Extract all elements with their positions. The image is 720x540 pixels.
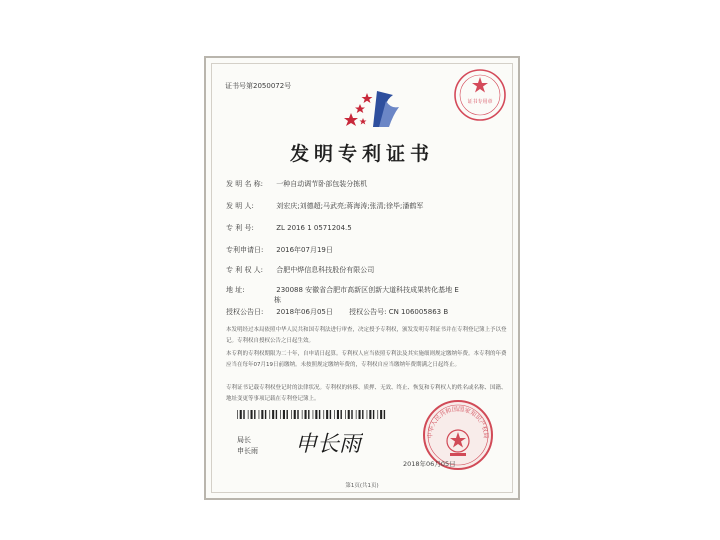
barcode-bar (261, 410, 263, 419)
barcode-bar (272, 410, 274, 419)
field-label: 发 明 名 称: (226, 180, 264, 188)
barcode-bar (283, 410, 285, 419)
barcode-bar (237, 410, 238, 419)
field-label: 专 利 号: (226, 224, 254, 232)
barcode-bar (334, 410, 335, 419)
barcode-bar (305, 410, 307, 419)
barcode-bar (315, 410, 317, 419)
barcode-bar (369, 410, 371, 419)
special-stamp-icon (452, 67, 508, 123)
cnipa-logo-icon (343, 87, 403, 131)
barcode-bar (362, 410, 363, 419)
barcode-bar (254, 410, 255, 419)
field-address (226, 285, 459, 295)
barcode-bar (297, 410, 298, 419)
barcode-bar (248, 410, 249, 419)
barcode-bar (294, 410, 296, 419)
field-value: 合肥中烨信息科技股份有限公司 (276, 266, 375, 274)
barcode-bar (308, 410, 309, 419)
barcode-icon (237, 410, 387, 419)
director-label (237, 435, 258, 457)
barcode-bar (280, 410, 281, 419)
signature-text: 申长雨 (295, 432, 362, 457)
field-patentee (226, 265, 374, 275)
barcode-bar (259, 410, 260, 419)
field-label: 专 利 权 人: (226, 266, 264, 274)
barcode-bar (276, 410, 277, 419)
barcode-bar (348, 410, 350, 419)
barcode-bar (326, 410, 328, 419)
paragraph: 专利证书记载专利权登记时的法律状况。专利权的转移、质押、无效、终止、恢复和专利权人的姓名或名称、国籍、地址变更等事项记载在专利登记簿上。 (226, 385, 507, 402)
field-value: 2018年06月05日 (276, 308, 333, 316)
seal-text: 中华人民共和国国家知识产权局 (426, 405, 490, 439)
field-invention-name (226, 179, 367, 189)
stamp-top-text: 证书专用章 (467, 99, 493, 105)
certificate-title: 发明专利证书 (289, 143, 434, 165)
field-value: ZL 2016 1 0571204.5 (276, 224, 352, 232)
field-grant-date (226, 307, 448, 317)
barcode-bar (323, 410, 324, 419)
barcode-bar (341, 410, 342, 419)
barcode-bar (287, 410, 288, 419)
field-application-date (226, 245, 333, 255)
barcode-bar (302, 410, 303, 419)
barcode-bar (240, 410, 242, 419)
certificate-number: 证书号第2050072号 (225, 82, 292, 90)
barcode-bar (377, 410, 378, 419)
barcode-bar (243, 410, 244, 419)
paragraph: 本专利的专利权期限为二十年，自申请日起算。专利权人应当依照专利法及其实施细则规定缴纳年费。本专利的年费应当在每年07月19日前缴纳。未按照规定缴纳年费的，专利权自应当缴纳年费期满之日起终止。 (226, 351, 507, 368)
paragraph: 本发明经过本局依照中华人民共和国专利法进行审查，决定授予专利权，颁发发明专利证书并在专利登记簿上予以登记。专利权自授权公告之日起生效。 (226, 327, 507, 344)
field-value: 230088 安徽省合肥市高新区创新大道科技成果转化基地 E (276, 286, 459, 294)
director-title: 局长 (237, 436, 251, 444)
barcode-bar (384, 410, 385, 419)
barcode-bar (380, 410, 382, 419)
field-inventors (226, 201, 423, 211)
barcode-bar (359, 410, 361, 419)
grant-publication-number: 授权公告号: CN 106005863 B (349, 308, 449, 316)
barcode-bar (367, 410, 368, 419)
field-label: 地 址: (226, 286, 245, 294)
barcode-bar (373, 410, 374, 419)
field-patent-number (226, 223, 352, 233)
field-label: 专利申请日: (226, 246, 264, 254)
barcode-bar (291, 410, 292, 419)
patent-certificate (204, 56, 520, 500)
barcode-bar (313, 410, 314, 419)
barcode-bar (345, 410, 346, 419)
barcode-bar (265, 410, 266, 419)
barcode-bar (269, 410, 270, 419)
field-label: 授权公告日: (226, 308, 264, 316)
barcode-bar (356, 410, 357, 419)
field-value: 刘宏庆;刘德超;马武亮;蒋海涛;张清;徐毕;潘鹤军 (276, 202, 424, 210)
field-value: 一种自动调节卧部包装分拣机 (276, 180, 368, 188)
barcode-bar (319, 410, 320, 419)
director-name: 申长雨 (237, 447, 258, 455)
page-number: 第1页(共1页) (345, 483, 379, 489)
signature-image (293, 425, 363, 457)
barcode-bar (251, 410, 253, 419)
issue-date: 2018年06月05日 (403, 460, 456, 468)
barcode-bar (351, 410, 352, 419)
barcode-bar (330, 410, 331, 419)
address-line-2: 栋 (274, 296, 281, 304)
field-value: 2016年07月19日 (276, 246, 333, 254)
barcode-bar (337, 410, 339, 419)
field-label: 发 明 人: (226, 202, 254, 210)
certificate-body (215, 67, 509, 489)
